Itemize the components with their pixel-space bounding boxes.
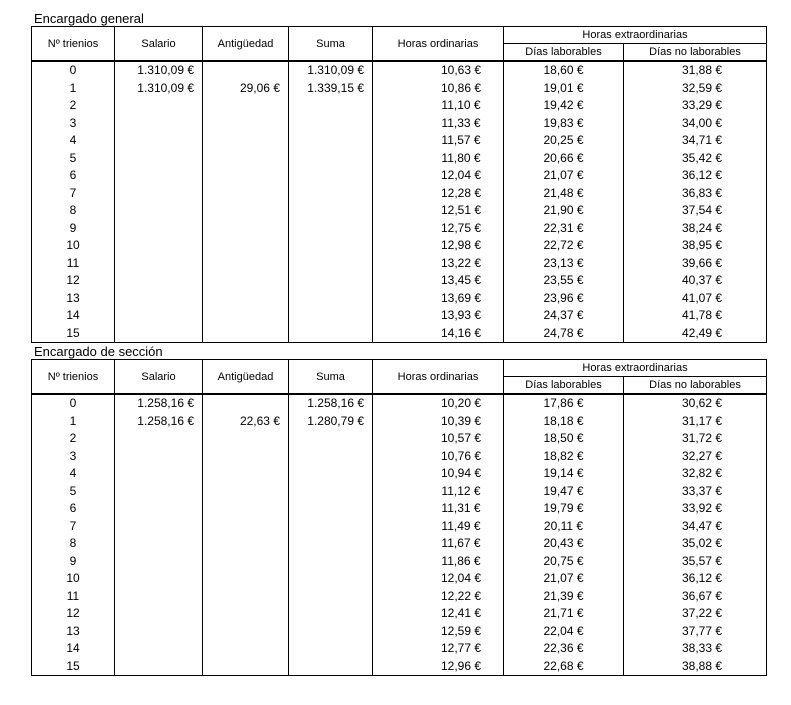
cell-salario [115, 325, 203, 343]
cell-trienios: 9 [32, 220, 115, 238]
cell-salario [115, 570, 203, 588]
cell-dias-laborables: 19,14 € [504, 465, 624, 483]
cell-salario [115, 553, 203, 571]
table-row [32, 448, 767, 466]
cell-dias-laborables: 18,50 € [504, 430, 624, 448]
table-row [32, 167, 767, 185]
cell-dias-laborables: 22,36 € [504, 640, 624, 658]
table-row [32, 185, 767, 203]
cell-suma [289, 132, 373, 150]
cell-dias-no-laborables: 42,49 € [624, 325, 767, 343]
table-row [32, 570, 767, 588]
cell-suma [289, 255, 373, 273]
cell-suma [289, 500, 373, 518]
cell-suma [289, 167, 373, 185]
cell-horas-ordinarias: 11,67 € [373, 535, 504, 553]
cell-trienios: 12 [32, 272, 115, 290]
cell-horas-ordinarias: 12,96 € [373, 658, 504, 676]
cell-trienios: 3 [32, 448, 115, 466]
table-row [32, 325, 767, 343]
section-title: Encargado de sección [34, 344, 163, 359]
section-encargado-de-seccion [31, 344, 766, 676]
cell-dias-no-laborables: 41,07 € [624, 290, 767, 308]
cell-dias-laborables: 20,11 € [504, 518, 624, 536]
cell-trienios: 13 [32, 290, 115, 308]
cell-salario: 1.310,09 € [115, 61, 203, 80]
cell-dias-laborables: 21,39 € [504, 588, 624, 606]
cell-salario [115, 185, 203, 203]
cell-trienios: 8 [32, 202, 115, 220]
header-trienios: Nº trienios [32, 27, 115, 62]
cell-dias-laborables: 18,82 € [504, 448, 624, 466]
cell-dias-laborables: 22,04 € [504, 623, 624, 641]
cell-suma [289, 483, 373, 501]
cell-suma [289, 605, 373, 623]
cell-dias-laborables: 20,66 € [504, 150, 624, 168]
cell-antiguedad [203, 448, 289, 466]
cell-dias-laborables: 20,43 € [504, 535, 624, 553]
cell-antiguedad [203, 220, 289, 238]
table-row [32, 394, 767, 413]
cell-trienios: 15 [32, 658, 115, 676]
header-dias-no-laborables: Días no laborables [624, 44, 767, 62]
cell-salario [115, 465, 203, 483]
cell-dias-no-laborables: 39,66 € [624, 255, 767, 273]
cell-suma [289, 430, 373, 448]
cell-salario [115, 132, 203, 150]
cell-salario [115, 150, 203, 168]
cell-dias-no-laborables: 35,02 € [624, 535, 767, 553]
table-row [32, 80, 767, 98]
cell-dias-no-laborables: 34,71 € [624, 132, 767, 150]
table-row [32, 430, 767, 448]
cell-salario: 1.310,09 € [115, 80, 203, 98]
salary-table [31, 359, 767, 676]
cell-suma [289, 97, 373, 115]
cell-suma [289, 588, 373, 606]
cell-horas-ordinarias: 11,31 € [373, 500, 504, 518]
cell-dias-laborables: 21,48 € [504, 185, 624, 203]
cell-antiguedad [203, 61, 289, 80]
cell-salario: 1.258,16 € [115, 394, 203, 413]
cell-antiguedad [203, 658, 289, 676]
cell-trienios: 0 [32, 61, 115, 80]
cell-salario [115, 623, 203, 641]
cell-suma [289, 237, 373, 255]
cell-salario: 1.258,16 € [115, 413, 203, 431]
cell-antiguedad [203, 150, 289, 168]
cell-horas-ordinarias: 12,77 € [373, 640, 504, 658]
header-horas-ordinarias: Horas ordinarias [373, 360, 504, 395]
cell-antiguedad [203, 640, 289, 658]
cell-horas-ordinarias: 10,20 € [373, 394, 504, 413]
cell-salario [115, 658, 203, 676]
cell-antiguedad [203, 237, 289, 255]
cell-salario [115, 588, 203, 606]
cell-salario [115, 518, 203, 536]
header-horas-extraordinarias: Horas extraordinarias [504, 360, 767, 377]
cell-trienios: 8 [32, 535, 115, 553]
cell-horas-ordinarias: 13,22 € [373, 255, 504, 273]
cell-suma: 1.280,79 € [289, 413, 373, 431]
cell-suma [289, 220, 373, 238]
cell-salario [115, 640, 203, 658]
cell-dias-no-laborables: 33,37 € [624, 483, 767, 501]
cell-horas-ordinarias: 10,39 € [373, 413, 504, 431]
cell-dias-no-laborables: 38,33 € [624, 640, 767, 658]
cell-salario [115, 500, 203, 518]
cell-trienios: 4 [32, 465, 115, 483]
table-row [32, 115, 767, 133]
table-row [32, 290, 767, 308]
cell-horas-ordinarias: 11,86 € [373, 553, 504, 571]
cell-dias-laborables: 20,75 € [504, 553, 624, 571]
cell-dias-no-laborables: 37,54 € [624, 202, 767, 220]
cell-suma [289, 202, 373, 220]
cell-salario [115, 448, 203, 466]
cell-horas-ordinarias: 11,49 € [373, 518, 504, 536]
cell-dias-laborables: 23,96 € [504, 290, 624, 308]
cell-horas-ordinarias: 11,80 € [373, 150, 504, 168]
header-salario: Salario [115, 27, 203, 62]
cell-antiguedad [203, 394, 289, 413]
cell-salario [115, 220, 203, 238]
cell-suma [289, 570, 373, 588]
cell-suma [289, 325, 373, 343]
cell-horas-ordinarias: 12,04 € [373, 570, 504, 588]
cell-trienios: 11 [32, 588, 115, 606]
cell-suma [289, 150, 373, 168]
header-dias-no-laborables: Días no laborables [624, 377, 767, 395]
cell-horas-ordinarias: 10,63 € [373, 61, 504, 80]
header-dias-laborables: Días laborables [504, 44, 624, 62]
cell-horas-ordinarias: 11,57 € [373, 132, 504, 150]
cell-trienios: 1 [32, 413, 115, 431]
cell-dias-laborables: 21,90 € [504, 202, 624, 220]
cell-dias-laborables: 19,01 € [504, 80, 624, 98]
cell-suma [289, 185, 373, 203]
cell-antiguedad [203, 535, 289, 553]
table-row [32, 307, 767, 325]
cell-horas-ordinarias: 11,10 € [373, 97, 504, 115]
cell-trienios: 12 [32, 605, 115, 623]
table-row [32, 272, 767, 290]
cell-antiguedad [203, 202, 289, 220]
cell-antiguedad [203, 115, 289, 133]
cell-dias-laborables: 23,55 € [504, 272, 624, 290]
header-horas-extraordinarias: Horas extraordinarias [504, 27, 767, 44]
cell-salario [115, 167, 203, 185]
cell-dias-no-laborables: 33,92 € [624, 500, 767, 518]
cell-dias-laborables: 21,71 € [504, 605, 624, 623]
table-row [32, 623, 767, 641]
cell-suma [289, 553, 373, 571]
cell-suma [289, 290, 373, 308]
cell-salario [115, 290, 203, 308]
cell-dias-laborables: 19,42 € [504, 97, 624, 115]
cell-dias-laborables: 22,31 € [504, 220, 624, 238]
cell-horas-ordinarias: 13,45 € [373, 272, 504, 290]
cell-dias-laborables: 24,37 € [504, 307, 624, 325]
cell-antiguedad [203, 97, 289, 115]
section-title: Encargado general [34, 11, 144, 26]
cell-antiguedad [203, 307, 289, 325]
header-antiguedad: Antigüedad [203, 360, 289, 395]
table-row [32, 553, 767, 571]
cell-dias-no-laborables: 38,88 € [624, 658, 767, 676]
cell-trienios: 2 [32, 430, 115, 448]
cell-suma [289, 307, 373, 325]
cell-dias-no-laborables: 38,24 € [624, 220, 767, 238]
cell-suma [289, 535, 373, 553]
cell-salario [115, 255, 203, 273]
cell-dias-no-laborables: 34,47 € [624, 518, 767, 536]
cell-horas-ordinarias: 10,76 € [373, 448, 504, 466]
cell-horas-ordinarias: 12,59 € [373, 623, 504, 641]
cell-antiguedad [203, 290, 289, 308]
table-row [32, 500, 767, 518]
table-row [32, 535, 767, 553]
cell-horas-ordinarias: 11,12 € [373, 483, 504, 501]
cell-dias-no-laborables: 41,78 € [624, 307, 767, 325]
cell-antiguedad [203, 132, 289, 150]
cell-antiguedad [203, 167, 289, 185]
table-row [32, 658, 767, 676]
cell-antiguedad [203, 483, 289, 501]
cell-horas-ordinarias: 12,75 € [373, 220, 504, 238]
salary-table [31, 26, 767, 343]
cell-dias-no-laborables: 32,59 € [624, 80, 767, 98]
cell-dias-no-laborables: 35,57 € [624, 553, 767, 571]
cell-horas-ordinarias: 10,94 € [373, 465, 504, 483]
cell-trienios: 7 [32, 518, 115, 536]
table-body [32, 394, 767, 676]
cell-dias-laborables: 21,07 € [504, 167, 624, 185]
cell-salario [115, 483, 203, 501]
table-row [32, 150, 767, 168]
cell-suma [289, 658, 373, 676]
header-horas-ordinarias: Horas ordinarias [373, 27, 504, 62]
cell-antiguedad [203, 500, 289, 518]
cell-antiguedad [203, 430, 289, 448]
cell-horas-ordinarias: 10,57 € [373, 430, 504, 448]
cell-dias-no-laborables: 34,00 € [624, 115, 767, 133]
cell-dias-no-laborables: 32,27 € [624, 448, 767, 466]
cell-salario [115, 115, 203, 133]
cell-antiguedad [203, 605, 289, 623]
cell-suma [289, 115, 373, 133]
cell-trienios: 5 [32, 150, 115, 168]
table-row [32, 237, 767, 255]
cell-salario [115, 605, 203, 623]
table-row [32, 255, 767, 273]
cell-horas-ordinarias: 12,51 € [373, 202, 504, 220]
cell-trienios: 14 [32, 640, 115, 658]
cell-dias-laborables: 17,86 € [504, 394, 624, 413]
cell-trienios: 4 [32, 132, 115, 150]
cell-trienios: 5 [32, 483, 115, 501]
cell-antiguedad: 29,06 € [203, 80, 289, 98]
cell-suma [289, 518, 373, 536]
cell-antiguedad [203, 465, 289, 483]
cell-salario [115, 430, 203, 448]
cell-antiguedad [203, 623, 289, 641]
header-dias-laborables: Días laborables [504, 377, 624, 395]
cell-dias-laborables: 19,83 € [504, 115, 624, 133]
cell-dias-laborables: 19,79 € [504, 500, 624, 518]
cell-dias-laborables: 19,47 € [504, 483, 624, 501]
cell-dias-laborables: 22,72 € [504, 237, 624, 255]
cell-horas-ordinarias: 12,04 € [373, 167, 504, 185]
cell-dias-no-laborables: 40,37 € [624, 272, 767, 290]
table-row [32, 518, 767, 536]
cell-dias-laborables: 23,13 € [504, 255, 624, 273]
cell-salario [115, 237, 203, 255]
cell-trienios: 13 [32, 623, 115, 641]
header-suma: Suma [289, 27, 373, 62]
cell-suma: 1.310,09 € [289, 61, 373, 80]
cell-dias-laborables: 18,18 € [504, 413, 624, 431]
table-row [32, 465, 767, 483]
cell-horas-ordinarias: 12,98 € [373, 237, 504, 255]
table-row [32, 132, 767, 150]
cell-suma [289, 272, 373, 290]
cell-dias-no-laborables: 38,95 € [624, 237, 767, 255]
cell-suma [289, 623, 373, 641]
cell-trienios: 9 [32, 553, 115, 571]
cell-trienios: 3 [32, 115, 115, 133]
table-row [32, 640, 767, 658]
cell-horas-ordinarias: 12,41 € [373, 605, 504, 623]
table-row [32, 202, 767, 220]
cell-antiguedad [203, 272, 289, 290]
cell-antiguedad [203, 553, 289, 571]
cell-salario [115, 535, 203, 553]
section-encargado-general [31, 11, 766, 343]
cell-horas-ordinarias: 13,93 € [373, 307, 504, 325]
cell-trienios: 1 [32, 80, 115, 98]
cell-horas-ordinarias: 10,86 € [373, 80, 504, 98]
table-body [32, 61, 767, 343]
cell-antiguedad [203, 518, 289, 536]
cell-trienios: 6 [32, 500, 115, 518]
cell-salario [115, 97, 203, 115]
cell-dias-no-laborables: 36,83 € [624, 185, 767, 203]
cell-horas-ordinarias: 14,16 € [373, 325, 504, 343]
cell-dias-laborables: 22,68 € [504, 658, 624, 676]
cell-trienios: 2 [32, 97, 115, 115]
cell-trienios: 0 [32, 394, 115, 413]
cell-suma [289, 448, 373, 466]
cell-horas-ordinarias: 12,22 € [373, 588, 504, 606]
cell-dias-laborables: 24,78 € [504, 325, 624, 343]
cell-antiguedad [203, 185, 289, 203]
cell-antiguedad: 22,63 € [203, 413, 289, 431]
cell-suma [289, 640, 373, 658]
cell-trienios: 11 [32, 255, 115, 273]
cell-trienios: 10 [32, 570, 115, 588]
table-row [32, 97, 767, 115]
cell-trienios: 6 [32, 167, 115, 185]
cell-suma [289, 465, 373, 483]
cell-dias-no-laborables: 31,72 € [624, 430, 767, 448]
cell-suma: 1.339,15 € [289, 80, 373, 98]
cell-dias-no-laborables: 33,29 € [624, 97, 767, 115]
cell-antiguedad [203, 570, 289, 588]
table-row [32, 220, 767, 238]
cell-salario [115, 272, 203, 290]
cell-trienios: 14 [32, 307, 115, 325]
cell-dias-no-laborables: 37,77 € [624, 623, 767, 641]
cell-dias-no-laborables: 37,22 € [624, 605, 767, 623]
table-row [32, 605, 767, 623]
cell-antiguedad [203, 325, 289, 343]
cell-dias-laborables: 18,60 € [504, 61, 624, 80]
cell-horas-ordinarias: 11,33 € [373, 115, 504, 133]
cell-dias-no-laborables: 30,62 € [624, 394, 767, 413]
cell-trienios: 15 [32, 325, 115, 343]
table-row [32, 588, 767, 606]
header-trienios: Nº trienios [32, 360, 115, 395]
cell-suma: 1.258,16 € [289, 394, 373, 413]
header-antiguedad: Antigüedad [203, 27, 289, 62]
cell-trienios: 10 [32, 237, 115, 255]
header-salario: Salario [115, 360, 203, 395]
cell-antiguedad [203, 255, 289, 273]
table-row [32, 413, 767, 431]
cell-trienios: 7 [32, 185, 115, 203]
cell-dias-laborables: 20,25 € [504, 132, 624, 150]
cell-antiguedad [203, 588, 289, 606]
cell-horas-ordinarias: 12,28 € [373, 185, 504, 203]
cell-salario [115, 202, 203, 220]
cell-horas-ordinarias: 13,69 € [373, 290, 504, 308]
cell-dias-no-laborables: 32,82 € [624, 465, 767, 483]
cell-dias-no-laborables: 36,67 € [624, 588, 767, 606]
cell-dias-no-laborables: 31,17 € [624, 413, 767, 431]
cell-dias-no-laborables: 35,42 € [624, 150, 767, 168]
cell-dias-laborables: 21,07 € [504, 570, 624, 588]
cell-dias-no-laborables: 36,12 € [624, 570, 767, 588]
cell-dias-no-laborables: 31,88 € [624, 61, 767, 80]
header-suma: Suma [289, 360, 373, 395]
cell-dias-no-laborables: 36,12 € [624, 167, 767, 185]
table-row [32, 483, 767, 501]
cell-salario [115, 307, 203, 325]
table-row [32, 61, 767, 80]
